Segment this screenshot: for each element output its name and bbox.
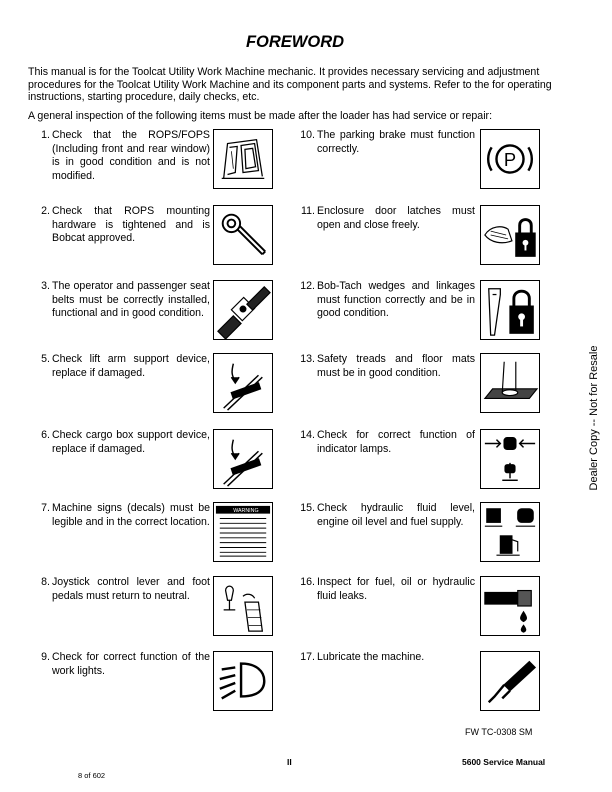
general-inspection-paragraph: A general inspection of the following items must be made after the loader has had service or repair: bbox=[28, 110, 493, 122]
seat-belt-icon bbox=[213, 280, 273, 340]
safety-tread-icon bbox=[480, 353, 540, 413]
indicator-lamp-icon bbox=[480, 429, 540, 489]
pdf-page-counter: 8 of 602 bbox=[78, 771, 106, 780]
page-title: FOREWORD bbox=[245, 33, 345, 51]
fluid-leak-icon bbox=[480, 576, 540, 636]
figure-code: FW TC-0308 SM bbox=[465, 727, 533, 737]
fluid-level-icon bbox=[480, 502, 540, 562]
joystick-pedal-icon bbox=[213, 576, 273, 636]
rops-cab-icon bbox=[213, 129, 273, 189]
manual-name: 5600 Service Manual bbox=[462, 757, 546, 767]
grease-gun-icon bbox=[480, 651, 540, 711]
intro-paragraph: This manual is for the Toolcat Utility Work Machine mechanic. It provides necessary servicing and adjustment procedures for the Toolcat Utility Work Machine and its component parts and systems. Refer to the for operating instructions, starting procedure, daily checks, etc. bbox=[28, 66, 552, 103]
dealer-copy-watermark: Dealer Copy -- Not for Resale bbox=[588, 345, 600, 491]
work-light-icon bbox=[213, 651, 273, 711]
parking-brake-icon bbox=[480, 129, 540, 189]
bob-tach-lock-icon bbox=[480, 280, 540, 340]
door-latch-lock-icon bbox=[480, 205, 540, 265]
svg-text:WARNING: WARNING bbox=[233, 508, 259, 515]
cargo-box-support-icon bbox=[213, 429, 273, 489]
wrench-icon bbox=[213, 205, 273, 265]
lift-arm-support-icon bbox=[213, 353, 273, 413]
page-number: II bbox=[287, 757, 292, 767]
svg-text:P: P bbox=[503, 148, 517, 170]
warning-decal-icon bbox=[213, 502, 273, 562]
